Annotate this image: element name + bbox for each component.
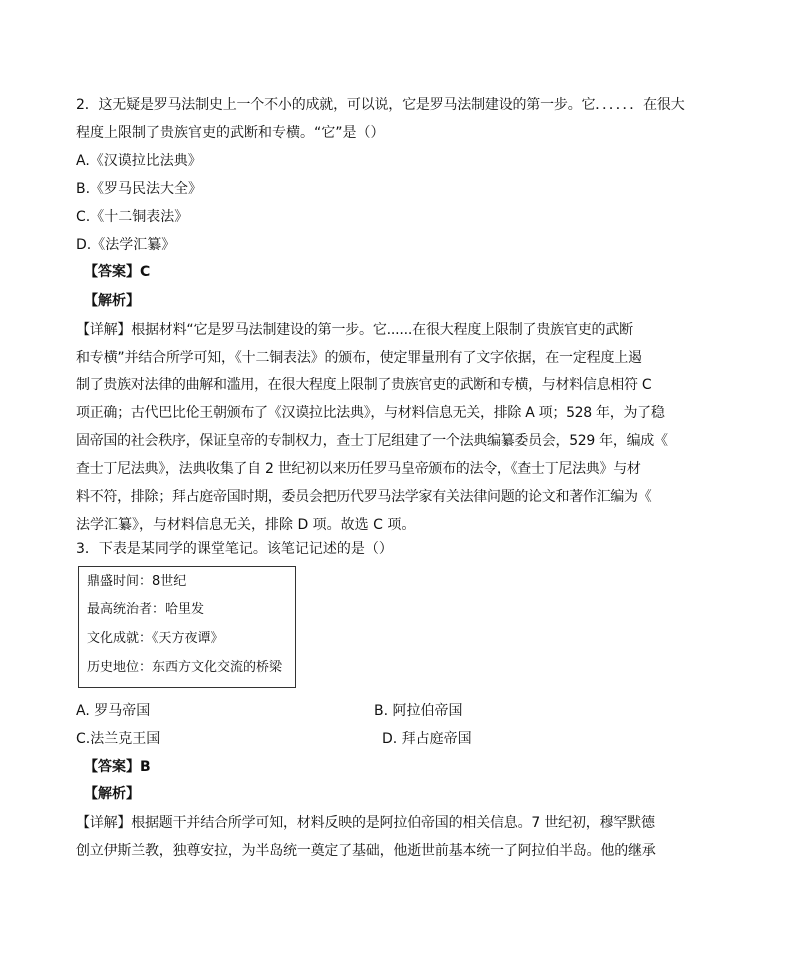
q2-detail-line-5: 固帝国的社会秩序，保证皇帝的专制权力，查士丁尼组建了一个法典编纂委员会，529 年，编成《 (76, 433, 668, 449)
q2-option-b: B.《罗马民法大全》 (76, 181, 203, 197)
note-line-status: 历史地位：东西方文化交流的桥梁 (87, 660, 283, 675)
q2-detail-line-1: 【详解】根据材料“它是罗马法制建设的第一步。它......在很大程度上限制了贵族官吏的武断 (76, 322, 633, 338)
q3-detail-line-2: 创立伊斯兰教，独尊安拉，为半岛统一奠定了基础，他逝世前基本统一了阿拉伯半岛。他的继承 (76, 843, 656, 859)
q3-option-d: D. 拜占庭帝国 (382, 731, 472, 747)
q2-option-a: A.《汉谟拉比法典》 (76, 153, 202, 169)
note-line-ruler: 最高统治者：哈里发 (87, 602, 205, 617)
q3-analysis-label: 【解析】 (84, 786, 140, 802)
q3-option-c: C.法兰克王国 (76, 731, 161, 747)
q2-stem-line-1: 2．这无疑是罗马法制史上一个不小的成就，可以说，它是罗马法制建设的第一步。它．．．．．．在很大 (76, 97, 685, 113)
q3-option-b: B. 阿拉伯帝国 (374, 703, 463, 719)
note-line-culture: 文化成就：《天方夜谭》 (87, 631, 224, 646)
q3-answer: 【答案】B (84, 759, 151, 775)
note-line-peak-time: 鼎盛时间：8世纪 (87, 574, 187, 589)
q2-option-c: C.《十二铜表法》 (76, 209, 189, 225)
q2-answer: 【答案】C (84, 264, 151, 280)
q2-stem-line-2: 程度上限制了贵族官吏的武断和专横。“它”是（） (76, 125, 385, 141)
classroom-note-table (78, 566, 296, 688)
q2-detail-line-2: 和专横”并结合所学可知，《十二铜表法》的颁布，使定罪量刑有了文字依据，在一定程度上遏 (76, 350, 642, 366)
q2-detail-line-3: 制了贵族对法律的曲解和滥用，在很大程度上限制了贵族官吏的武断和专横，与材料信息相符 C (76, 377, 652, 393)
q3-detail-line-1: 【详解】根据题干并结合所学可知，材料反映的是阿拉伯帝国的相关信息。7 世纪初，穆罕默德 (76, 815, 655, 831)
q3-stem: 3．下表是某同学的课堂笔记。该笔记记述的是（） (76, 541, 393, 557)
q3-option-a: A. 罗马帝国 (76, 703, 151, 719)
q2-detail-line-7: 料不符，排除；拜占庭帝国时期，委员会把历代罗马法学家有关法律问题的论文和著作汇编为《 (76, 489, 652, 505)
q2-detail-line-6: 查士丁尼法典》，法典收集了自 2 世纪初以来历任罗马皇帝颁布的法令，《查士丁尼法典》与材 (76, 461, 641, 477)
q2-option-d: D.《法学汇纂》 (76, 237, 176, 253)
q2-detail-line-4: 项正确；古代巴比伦王朝颁布了《汉谟拉比法典》，与材料信息无关，排除 A 项；528 年，为了稳 (76, 405, 665, 421)
q2-analysis-label: 【解析】 (84, 293, 140, 309)
q2-detail-line-8: 法学汇纂》，与材料信息无关，排除 D 项。故选 C 项。 (76, 517, 416, 533)
